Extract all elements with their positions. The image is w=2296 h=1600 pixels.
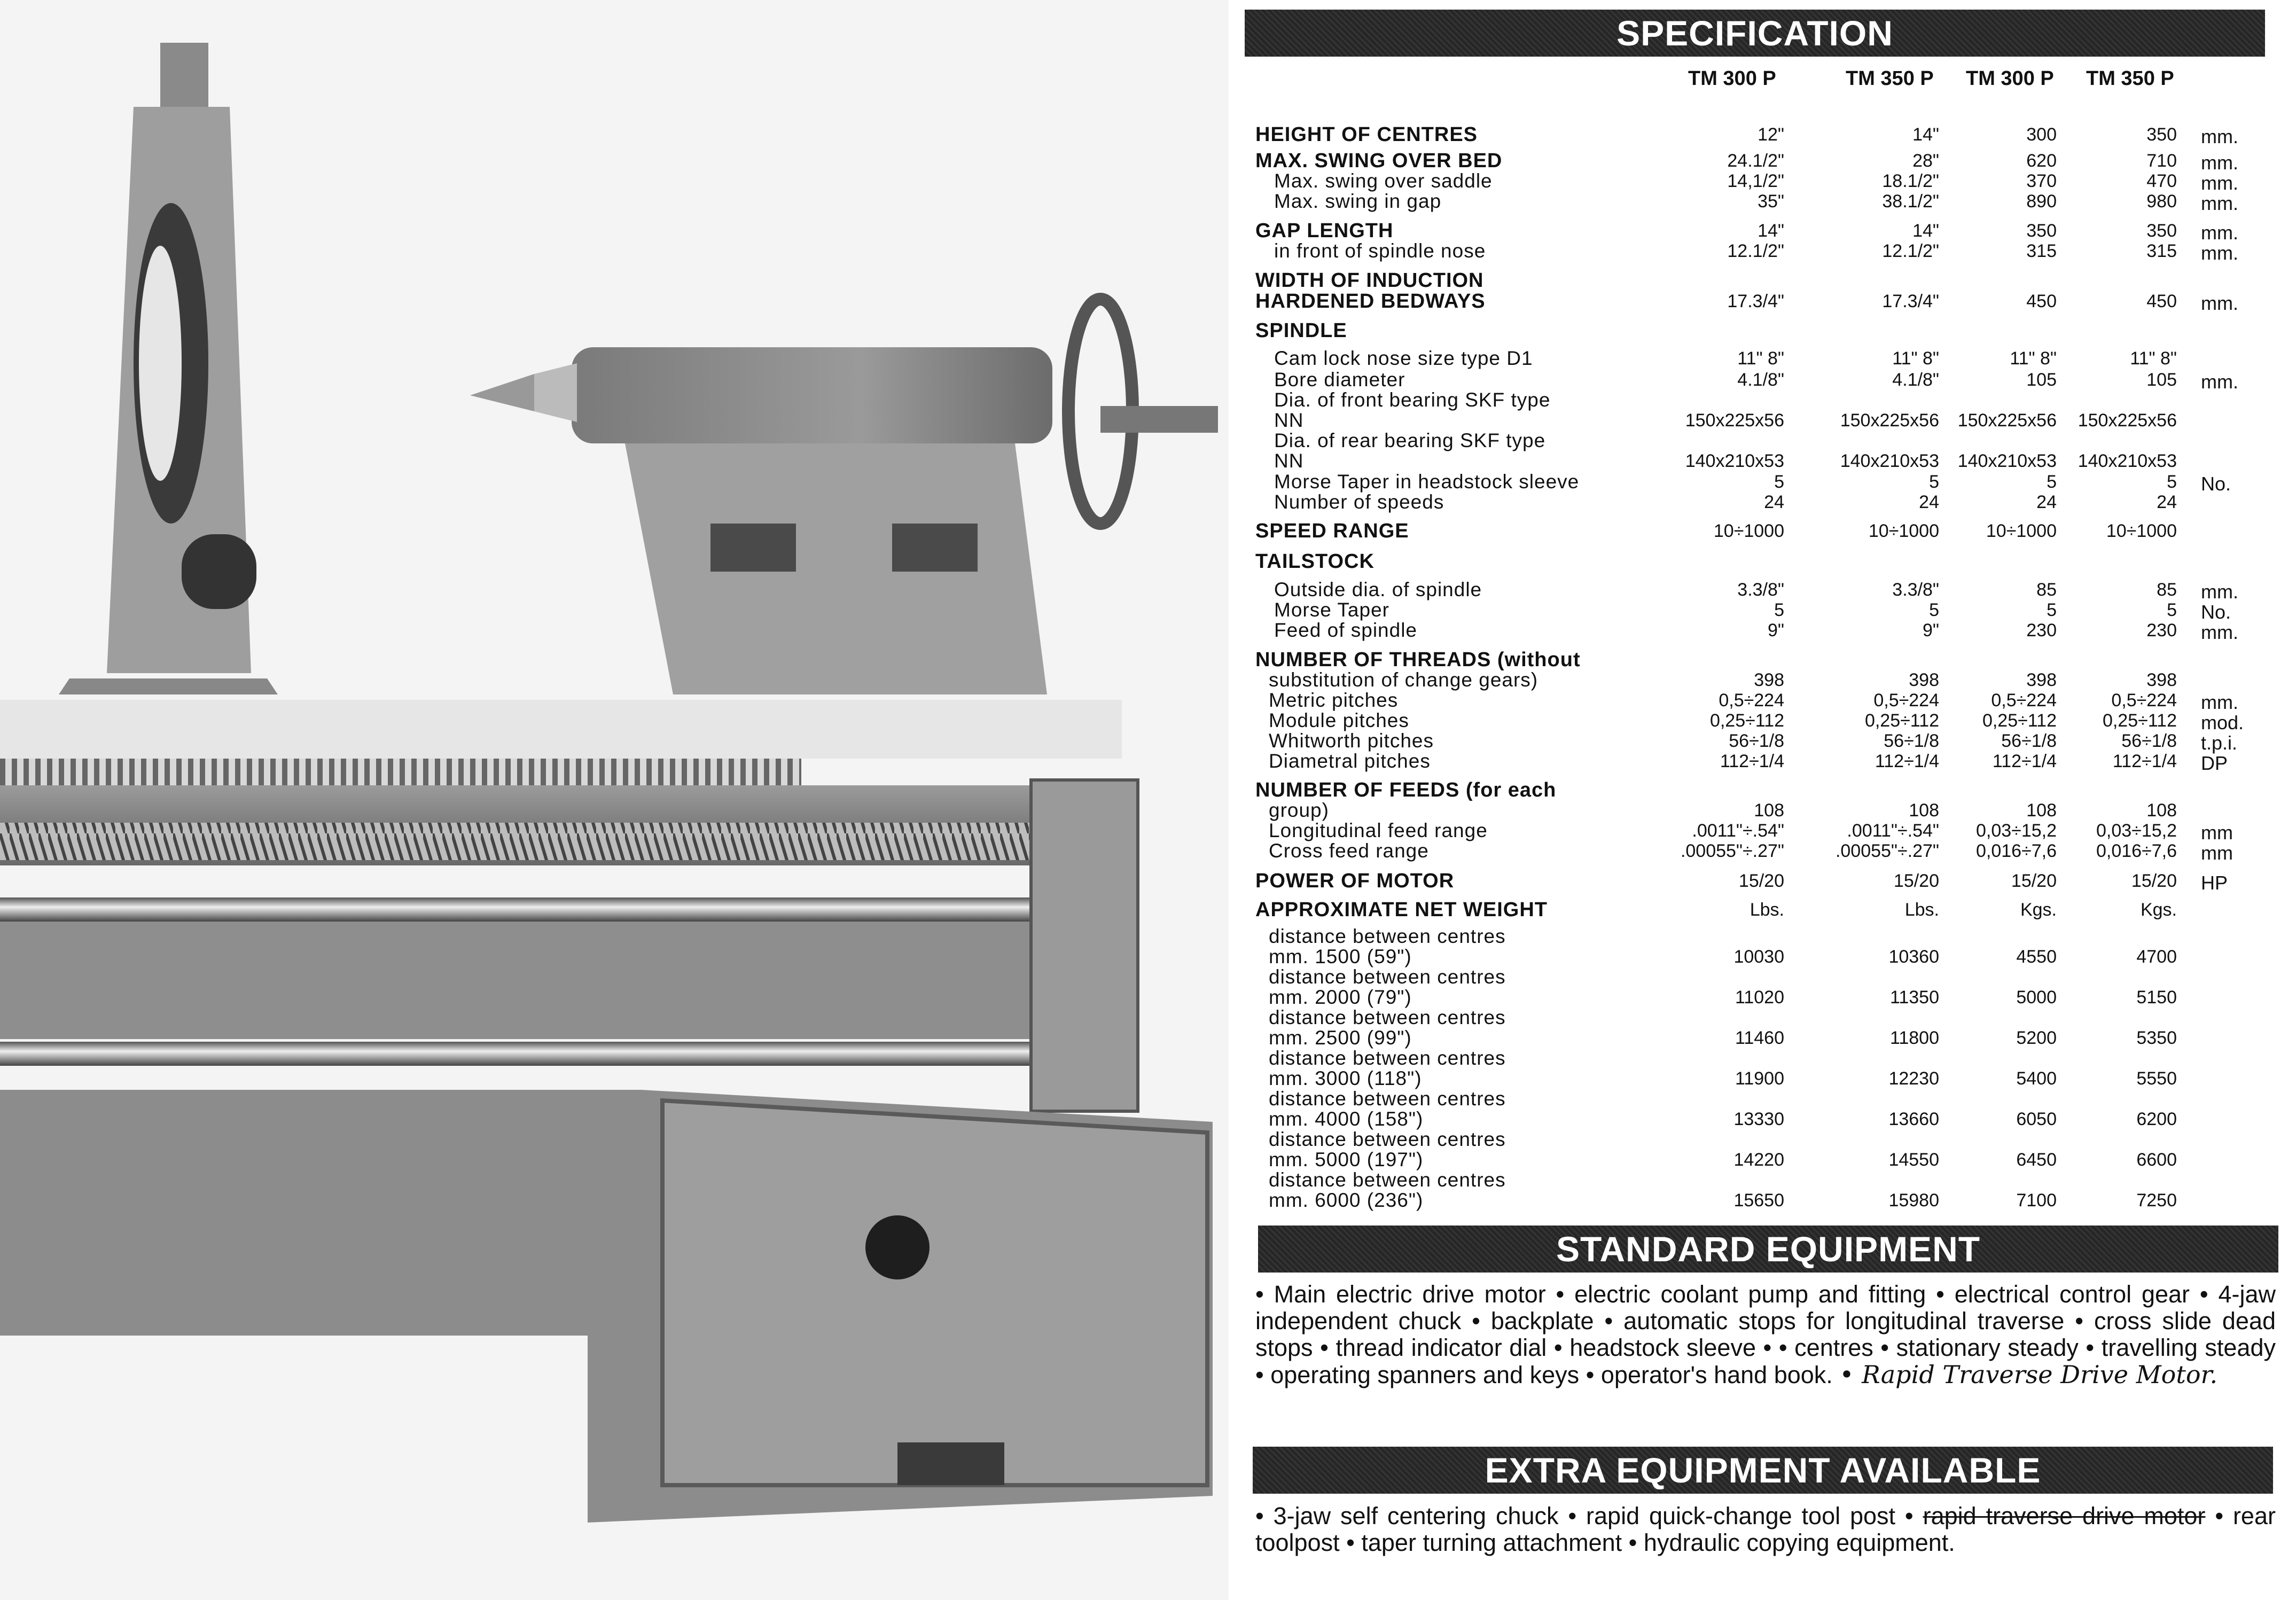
spec-value: 3.3/8" [1892, 580, 1939, 600]
spec-value: 11" 8" [2130, 348, 2177, 369]
spec-value: 11" 8" [1737, 348, 1784, 369]
spec-value: 24 [2157, 492, 2177, 512]
spec-value: 5350 [2136, 1028, 2177, 1048]
spec-value: 0,25÷112 [1709, 711, 1784, 731]
spec-unit: mm. [2201, 371, 2238, 393]
spec-value: 24.1/2" [1727, 151, 1784, 171]
spec-value: 13660 [1888, 1109, 1939, 1129]
spec-value: 5 [1774, 472, 1784, 492]
spec-label: distance between centres [1269, 1169, 1506, 1191]
column-header: TM 350 P [2086, 67, 2174, 90]
spec-value: 28" [1912, 151, 1939, 171]
spec-label: Morse Taper [1274, 599, 1389, 621]
spec-value: .0011"÷.54" [1692, 821, 1784, 841]
spec-value: 17.3/4" [1727, 291, 1784, 311]
spec-value: 12.1/2" [1882, 241, 1939, 261]
spec-value: 112÷1/4 [2112, 751, 2177, 771]
spec-value: 5400 [2016, 1068, 2057, 1089]
spec-value: 6200 [2136, 1109, 2177, 1129]
spec-label: NUMBER OF THREADS (without [1255, 649, 1581, 671]
spec-label: Cam lock nose size type D1 [1274, 347, 1533, 369]
spec-label: Bore diameter [1274, 369, 1405, 391]
spec-value: 10030 [1733, 947, 1784, 967]
spec-label: Dia. of rear bearing SKF type [1274, 430, 1546, 451]
spec-value: .00055"÷.27" [1835, 841, 1939, 861]
spec-label: GAP LENGTH [1255, 220, 1394, 242]
spec-label: SPEED RANGE [1255, 520, 1409, 542]
spec-label: distance between centres [1269, 966, 1506, 988]
spec-unit: mm. [2201, 242, 2238, 264]
spec-label: in front of spindle nose [1274, 240, 1486, 262]
spec-value: 0,25÷112 [1864, 711, 1939, 731]
spec-value: Kgs. [2020, 900, 2057, 920]
spec-value: 11800 [1889, 1028, 1939, 1048]
standard-equipment-heading [1258, 1226, 2278, 1273]
spec-value: 140x210x53 [1957, 451, 2057, 471]
spec-value: 4550 [2016, 947, 2057, 967]
spec-label: substitution of change gears) [1269, 669, 1539, 691]
spec-value: Kgs. [2140, 900, 2177, 920]
spec-unit: mm. [2201, 126, 2238, 147]
spec-label: WIDTH OF INDUCTION [1255, 269, 1484, 292]
spec-label: distance between centres [1269, 1047, 1506, 1069]
spec-value: 9" [1768, 620, 1784, 641]
spec-unit: No. [2201, 601, 2231, 623]
spec-value: 112÷1/4 [1992, 751, 2057, 771]
spec-value: 398 [1754, 670, 1784, 690]
spec-value: 18.1/2" [1882, 171, 1939, 191]
spec-unit: mm. [2201, 192, 2238, 214]
spec-label: Max. swing over saddle [1274, 170, 1493, 192]
spec-value: 24 [1764, 492, 1784, 512]
spec-value: 980 [2146, 191, 2177, 212]
spec-value: 56÷1/8 [2001, 731, 2057, 751]
spec-value: 24 [2036, 492, 2057, 512]
spec-unit: t.p.i. [2201, 732, 2238, 754]
spec-value: .00055"÷.27" [1680, 841, 1784, 861]
spec-value: 140x210x53 [1840, 451, 1939, 471]
spec-label: NN [1274, 409, 1304, 431]
spec-value: 108 [2026, 800, 2057, 821]
specification-sheet [1245, 10, 2281, 1591]
spec-value: 14" [1912, 124, 1939, 145]
spec-label: Metric pitches [1269, 689, 1399, 711]
spec-label: mm. 4000 (158") [1269, 1108, 1424, 1130]
spec-value: 5 [2047, 472, 2057, 492]
spec-unit: HP [2201, 872, 2228, 894]
spec-label: mm. 3000 (118") [1269, 1067, 1422, 1089]
spec-value: 85 [2036, 580, 2057, 600]
extra-equipment-text-a: • 3-jaw self centering chuck • rapid quick-change tool post • [1255, 1502, 1914, 1529]
spec-value: 11350 [1889, 987, 1939, 1008]
spec-label: Feed of spindle [1274, 619, 1418, 641]
spec-value: 0,5÷224 [1991, 690, 2057, 711]
spec-value: 140x210x53 [1685, 451, 1784, 471]
spec-value: 105 [2146, 370, 2177, 390]
spec-value: 150x225x56 [2078, 410, 2177, 431]
spec-value: 56÷1/8 [2121, 731, 2177, 751]
spec-value: 14,1/2" [1727, 171, 1784, 191]
spec-unit: mm. [2201, 222, 2238, 244]
spec-label: mm. 5000 (197") [1269, 1149, 1424, 1170]
spec-value: 0,25÷112 [1982, 711, 2057, 731]
spec-value: 7250 [2136, 1190, 2177, 1211]
spec-label: MAX. SWING OVER BED [1255, 150, 1503, 172]
spec-label: HARDENED BEDWAYS [1255, 290, 1486, 313]
spec-value: 112÷1/4 [1875, 751, 1939, 771]
spec-label: Number of speeds [1274, 491, 1444, 513]
spec-value: 6600 [2136, 1150, 2177, 1170]
spec-value: 56÷1/8 [1884, 731, 1939, 751]
spec-value: 12.1/2" [1727, 241, 1784, 261]
spec-value: 108 [1909, 800, 1939, 821]
spec-value: 12" [1758, 124, 1784, 145]
spec-label: Diametral pitches [1269, 750, 1431, 772]
extra-equipment-list [1255, 1503, 2276, 1556]
spec-label: HEIGHT OF CENTRES [1255, 123, 1478, 146]
spec-unit: mm. [2201, 152, 2238, 174]
spec-unit: mm. [2201, 581, 2238, 603]
spec-value: 315 [2026, 241, 2057, 261]
spec-value: 10÷1000 [1868, 521, 1939, 541]
spec-value: 5550 [2136, 1068, 2177, 1089]
spec-value: 5 [1774, 600, 1784, 620]
spec-value: 5150 [2136, 987, 2177, 1008]
spec-value: 710 [2146, 151, 2177, 171]
spec-value: 10÷1000 [1713, 521, 1784, 541]
spec-value: 11" 8" [1892, 348, 1939, 369]
spec-value: 4.1/8" [1737, 370, 1784, 390]
spec-value: 398 [2146, 670, 2177, 690]
spec-value: 0,016÷7,6 [1975, 841, 2057, 861]
spec-value: 35" [1758, 191, 1784, 212]
spec-value: 150x225x56 [1840, 410, 1939, 431]
spec-value: 10360 [1888, 947, 1939, 967]
spec-value: 11900 [1735, 1068, 1784, 1089]
standard-equipment-text: • Main electric drive motor • electric coolant pump and fitting • electrical control gear • 4-jaw independent chuck • backplate • automatic stops for longitudinal traverse • cross slide dead stops • thread indicator dial • headstock sleeve • • centres • stationary steady • travelling steady • operating spanners and keys • operator's hand book. [1255, 1281, 2276, 1388]
specification-heading [1245, 10, 2265, 57]
spec-label: Morse Taper in headstock sleeve [1274, 471, 1580, 493]
spec-value: 11460 [1735, 1028, 1784, 1048]
spec-unit: No. [2201, 473, 2231, 495]
spec-value: .0011"÷.54" [1847, 821, 1939, 841]
standard-equipment-list [1255, 1281, 2276, 1388]
spec-value: Lbs. [1750, 900, 1784, 920]
spec-unit: mod. [2201, 712, 2244, 733]
spec-label: Dia. of front bearing SKF type [1274, 389, 1551, 411]
spec-label: Cross feed range [1269, 840, 1429, 862]
spec-value: 12230 [1888, 1068, 1939, 1089]
spec-label: Whitworth pitches [1269, 730, 1434, 752]
spec-label: NUMBER OF FEEDS (for each [1255, 779, 1557, 801]
spec-value: 15650 [1733, 1190, 1784, 1211]
spec-value: 108 [1754, 800, 1784, 821]
column-header: TM 300 P [1966, 67, 2054, 90]
spec-value: 14" [1758, 221, 1784, 241]
spec-value: 0,03÷15,2 [1975, 821, 2057, 841]
spec-label: APPROXIMATE NET WEIGHT [1255, 899, 1548, 921]
spec-value: 5000 [2016, 987, 2057, 1008]
spec-value: 350 [2026, 221, 2057, 241]
spec-value: 38.1/2" [1882, 191, 1939, 212]
spec-value: 0,016÷7,6 [2096, 841, 2177, 861]
column-header: TM 300 P [1688, 67, 1776, 90]
spec-label: TAILSTOCK [1255, 550, 1375, 573]
spec-value: 5 [2167, 600, 2177, 620]
spec-value: 17.3/4" [1882, 291, 1939, 311]
spec-value: 5 [1929, 600, 1939, 620]
spec-value: 11" 8" [2010, 348, 2057, 369]
column-header: TM 350 P [1846, 67, 1934, 90]
spec-value: 890 [2026, 191, 2057, 212]
spec-value: 150x225x56 [1957, 410, 2057, 431]
spec-label: distance between centres [1269, 1088, 1506, 1110]
spec-value: 0,5÷224 [1719, 690, 1784, 711]
spec-label: POWER OF MOTOR [1255, 870, 1455, 892]
base-hole [865, 1215, 930, 1279]
spec-value: 230 [2026, 620, 2057, 641]
spec-value: 5200 [2016, 1028, 2057, 1048]
spec-label: mm. 1500 (59") [1269, 946, 1412, 967]
spec-label: mm. 2000 (79") [1269, 986, 1412, 1008]
spec-unit: mm. [2201, 691, 2238, 713]
spec-value: 0,25÷112 [2102, 711, 2177, 731]
spec-value: 15/20 [1893, 871, 1939, 891]
spec-value: 15/20 [2011, 871, 2057, 891]
spec-value: 140x210x53 [2078, 451, 2177, 471]
spec-value: 450 [2026, 291, 2057, 311]
spec-label: Longitudinal feed range [1269, 819, 1488, 841]
specification-title: SPECIFICATION [1616, 13, 1893, 53]
spec-value: 0,5÷224 [1873, 690, 1939, 711]
spec-value: 14" [1912, 221, 1939, 241]
spec-unit: mm. [2201, 292, 2238, 314]
spec-label: mm. 6000 (236") [1269, 1189, 1424, 1211]
spec-value: 14550 [1888, 1150, 1939, 1170]
spec-label: distance between centres [1269, 925, 1506, 947]
spec-value: 350 [2146, 124, 2177, 145]
spec-label: Outside dia. of spindle [1274, 579, 1482, 600]
lead-screw [0, 823, 1122, 860]
spec-value: 470 [2146, 171, 2177, 191]
spec-value: 300 [2026, 124, 2057, 145]
handwritten-note: • Rapid Traverse Drive Motor. [1839, 1360, 2218, 1389]
spec-value: 13330 [1733, 1109, 1784, 1129]
spec-unit: mm [2201, 842, 2233, 864]
extra-equipment-text-b: • rear toolpost • taper turning attachment • hydraulic copying equipment. [1255, 1502, 2276, 1556]
spec-value: 15/20 [2131, 871, 2177, 891]
spec-value: 398 [1909, 670, 1939, 690]
spec-value: 7100 [2016, 1190, 2057, 1211]
spec-value: 350 [2146, 221, 2177, 241]
spec-value: 56÷1/8 [1729, 731, 1784, 751]
spec-label: Module pitches [1269, 709, 1409, 731]
spec-label: SPINDLE [1255, 319, 1347, 342]
spec-value: 3.3/8" [1737, 580, 1784, 600]
extra-equipment-title: EXTRA EQUIPMENT AVAILABLE [1485, 1450, 2041, 1490]
spec-value: 108 [2146, 800, 2177, 821]
spec-value: 6050 [2016, 1109, 2057, 1129]
spec-value: 370 [2026, 171, 2057, 191]
spec-unit: mm [2201, 822, 2233, 844]
spec-value: 15980 [1888, 1190, 1939, 1211]
struck-through-item: rapid traverse drive motor [1923, 1502, 2206, 1529]
spec-value: 150x225x56 [1685, 410, 1784, 431]
spec-value: 24 [1919, 492, 1939, 512]
spec-value: 11020 [1735, 987, 1784, 1008]
spec-value: 5 [2047, 600, 2057, 620]
spec-value: 315 [2146, 241, 2177, 261]
spec-label: NN [1274, 450, 1304, 472]
feed-rod [0, 897, 1095, 922]
spec-value: 9" [1923, 620, 1939, 641]
spec-value: 5 [1929, 472, 1939, 492]
spec-value: 5 [2167, 472, 2177, 492]
spec-value: 85 [2157, 580, 2177, 600]
spec-value: 105 [2026, 370, 2057, 390]
lathe-bed [0, 700, 1122, 759]
spec-value: 4.1/8" [1892, 370, 1939, 390]
spec-value: 10÷1000 [1986, 521, 2057, 541]
control-rod [0, 1042, 1095, 1066]
spec-value: 0,03÷15,2 [2096, 821, 2177, 841]
spec-value: 6450 [2016, 1150, 2057, 1170]
spec-unit: DP [2201, 752, 2228, 774]
spec-value: 398 [2026, 670, 2057, 690]
extra-equipment-heading [1253, 1447, 2273, 1494]
spec-label: distance between centres [1269, 1128, 1506, 1150]
spec-value: 620 [2026, 151, 2057, 171]
spec-label: group) [1269, 799, 1329, 821]
spec-value: 14220 [1733, 1150, 1784, 1170]
spec-label: Max. swing in gap [1274, 190, 1442, 212]
spec-value: Lbs. [1904, 900, 1939, 920]
standard-equipment-title: STANDARD EQUIPMENT [1556, 1229, 1981, 1269]
spec-value: 0,5÷224 [2111, 690, 2177, 711]
spec-value: 15/20 [1738, 871, 1784, 891]
spec-unit: mm. [2201, 172, 2238, 194]
spec-value: 450 [2146, 291, 2177, 311]
spec-value: 4700 [2136, 947, 2177, 967]
spec-value: 10÷1000 [2106, 521, 2177, 541]
spec-value: 230 [2146, 620, 2177, 641]
spec-value: 112÷1/4 [1720, 751, 1784, 771]
spec-unit: mm. [2201, 621, 2238, 643]
spec-label: mm. 2500 (99") [1269, 1027, 1412, 1049]
spec-label: distance between centres [1269, 1006, 1506, 1028]
